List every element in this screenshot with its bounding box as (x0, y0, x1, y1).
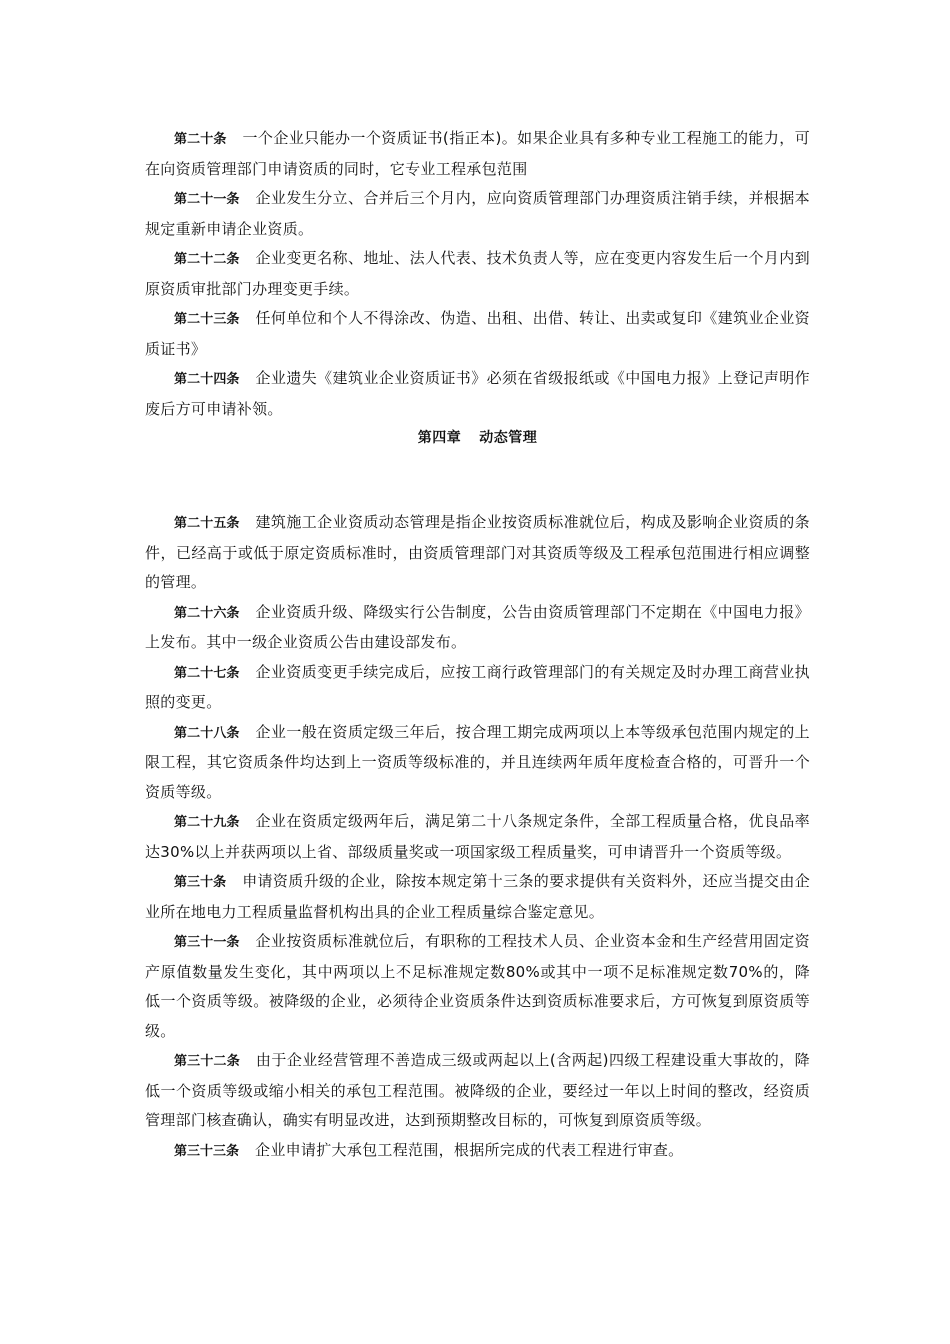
article-22 (145, 244, 810, 304)
article-number: 第二十五条 (174, 516, 240, 531)
article-number: 第三十二条 (174, 1054, 240, 1069)
article-text: 建筑施工企业资质动态管理是指企业按资质标准就位后，构成及影响企业资质的条件，已经高于或低于原定资质标准时，由资质管理部门对其资质等级及工程承包范围进行相应调整的管理。 (145, 513, 810, 591)
article-number: 第三十一条 (174, 935, 240, 950)
chapter-number: 第四章 (417, 430, 462, 446)
article-33 (145, 1136, 810, 1167)
article-number: 第二十四条 (174, 372, 240, 387)
article-21 (145, 184, 810, 244)
article-text: 企业遗失《建筑业企业资质证书》必须在省级报纸或《中国电力报》上登记声明作废后方可申请补领。 (145, 369, 810, 418)
article-23 (145, 304, 810, 364)
article-number: 第二十七条 (174, 665, 240, 681)
chapter-title: 动态管理 (479, 430, 538, 446)
article-27 (145, 658, 810, 718)
article-number: 第二十二条 (174, 252, 240, 267)
article-29 (145, 807, 810, 867)
article-text: 由于企业经营管理不善造成三级或两起以上(含两起)四级工程建设重大事故的，降低一个资质等级或缩小相关的承包工程范围。被降级的企业，要经过一年以上时间的整改，经资质管理部门核查确认，确实有明显改进，达到预期整改目标的，可恢复到原资质等级。 (145, 1051, 810, 1129)
article-text: 一个企业只能办一个资质证书(指正本)。如果企业具有多种专业工程施工的能力，可在向资质管理部门申请资质的同时，它专业工程承包范围 (145, 129, 810, 178)
article-32 (145, 1046, 810, 1136)
chapter-heading (145, 424, 810, 453)
article-text: 申请资质升级的企业，除按本规定第十三条的要求提供有关资料外，还应当提交由企业所在地电力工程质量监督机构出具的企业工程质量综合鉴定意见。 (145, 872, 810, 921)
article-31 (145, 927, 810, 1046)
document-page (145, 124, 810, 1166)
article-25 (145, 508, 810, 598)
article-text: 企业资质升级、降级实行公告制度，公告由资质管理部门不定期在《中国电力报》上发布。其中一级企业资质公告由建设部发布。 (145, 602, 810, 651)
article-text: 企业发生分立、合并后三个月内，应向资质管理部门办理资质注销手续，并根据本规定重新申请企业资质。 (145, 189, 810, 238)
article-number: 第二十条 (174, 132, 227, 147)
article-number: 第二十六条 (174, 605, 240, 621)
article-number: 第三十条 (174, 875, 227, 890)
article-text: 任何单位和个人不得涂改、伪造、出租、出借、转让、出卖或复印《建筑业企业资质证书》 (145, 309, 810, 358)
article-text: 企业申请扩大承包工程范围，根据所完成的代表工程进行审查。 (255, 1140, 684, 1159)
article-20 (145, 124, 810, 184)
article-number: 第二十三条 (174, 312, 240, 327)
article-text: 企业一般在资质定级三年后，按合理工期完成两项以上本等级承包范围内规定的上限工程，其它资质条件均达到上一资质等级标准的，并且连续两年质年度检查合格的，可晋升一个资质等级。 (145, 722, 810, 801)
article-24 (145, 364, 810, 424)
article-number: 第二十一条 (174, 192, 240, 207)
article-number: 第二十八条 (174, 725, 240, 741)
article-30 (145, 867, 810, 927)
article-number: 第三十三条 (174, 1143, 240, 1159)
article-text: 企业按资质标准就位后，有职称的工程技术人员、企业资本金和生产经营用固定资产原值数量发生变化，其中两项以上不足标准规定数80%或其中一项不足标准规定数70%的，降低一个资质等级。被降级的企业，必须待企业资质条件达到资质标准要求后，方可恢复到原资质等级。 (145, 932, 810, 1040)
article-text: 企业资质变更手续完成后，应按工商行政管理部门的有关规定及时办理工商营业执照的变更。 (145, 662, 810, 711)
article-26 (145, 598, 810, 658)
article-text: 企业变更名称、地址、法人代表、技术负责人等，应在变更内容发生后一个月内到原资质审批部门办理变更手续。 (145, 249, 810, 298)
article-number: 第二十九条 (174, 815, 240, 830)
article-28 (145, 718, 810, 808)
article-text: 企业在资质定级两年后，满足第二十八条规定条件，全部工程质量合格，优良品率达30%以上并获两项以上省、部级质量奖或一项国家级工程质量奖，可申请晋升一个资质等级。 (145, 812, 810, 861)
